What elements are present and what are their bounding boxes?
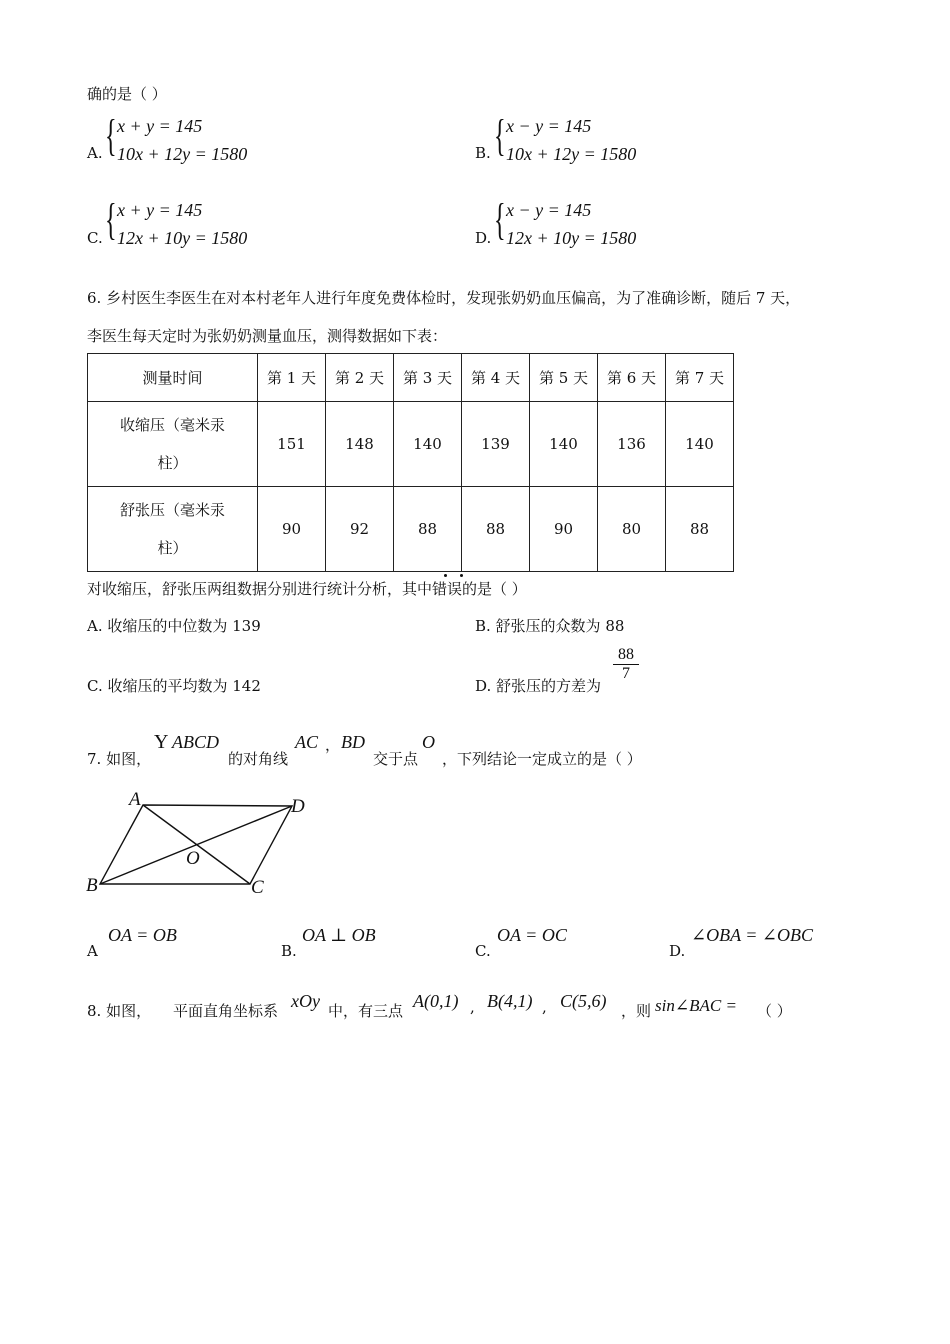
q6-option-a: A. 收缩压的中位数为 139: [87, 617, 261, 635]
q8-expr: sin∠BAC =: [655, 996, 737, 1015]
parallelogram-symbol: Y: [154, 731, 169, 753]
table-cell: 88: [666, 487, 734, 572]
q5-a-eq2: 10x + 12y = 1580: [117, 144, 248, 164]
q7-option-d-expr: ∠OBA = ∠OBC: [691, 925, 813, 945]
q8-comma: ,: [470, 998, 475, 1016]
q7-option-a-expr: OA = OB: [108, 925, 177, 945]
q5-option-d-label: D.: [475, 229, 492, 247]
q6-option-b: B. 舒张压的众数为 88: [475, 617, 625, 635]
row-label-systolic: [88, 402, 258, 487]
q6-line2: 李医生每天定时为张奶奶测量血压，测得数据如下表：: [87, 327, 448, 345]
q7-option-d-label: D.: [669, 942, 686, 960]
table-cell: 88: [462, 487, 530, 572]
q5-c-eq2: 12x + 10y = 1580: [117, 228, 248, 248]
q5-d-eq1: x − y = 145: [506, 200, 592, 220]
fraction-denominator: 7: [622, 665, 630, 682]
vertex-label-c: C: [251, 877, 264, 898]
q8-point-c: C(5,6): [560, 991, 607, 1011]
header-cell: 第 6 天: [598, 354, 666, 402]
table-cell: 136: [598, 402, 666, 487]
q5-d-eq2: 12x + 10y = 1580: [506, 228, 637, 248]
fraction-numerator: 88: [613, 646, 639, 665]
table-cell: 151: [258, 402, 326, 487]
q7-diag2: BD: [341, 732, 365, 752]
center-label-o: O: [186, 848, 200, 869]
header-cell: 第 1 天: [258, 354, 326, 402]
q8-comma: ,: [542, 998, 547, 1016]
vertex-label-b: B: [86, 875, 98, 896]
q8-text2: 中，有三点: [328, 1002, 404, 1020]
q8-point-b: B(4,1): [487, 991, 533, 1011]
table-cell: 90: [530, 487, 598, 572]
emphasis-dot: [444, 574, 447, 577]
q6-d-fraction: [613, 646, 639, 683]
q5-option-a-label: A.: [87, 144, 103, 162]
q7-point: O: [422, 732, 435, 752]
q8-tail: （ ）: [757, 1002, 792, 1020]
table-cell: 140: [666, 402, 734, 487]
q7-mid1: 的对角线: [228, 750, 289, 768]
q5-option-c-label: C.: [87, 229, 103, 247]
vertex-label-d: D: [291, 796, 305, 817]
q8-prefix: 8. 如图，: [87, 1002, 152, 1020]
vertex-label-a: A: [129, 789, 141, 810]
q7-figure-name: ABCD: [172, 732, 219, 752]
table-cell: 90: [258, 487, 326, 572]
q6-option-d: D. 舒张压的方差为: [475, 677, 602, 695]
table-header-row: [88, 354, 734, 402]
q5-option-b-label: B.: [475, 144, 491, 162]
q8-point-a: A(0,1): [413, 991, 459, 1011]
q8-system: xOy: [291, 991, 320, 1011]
header-cell: 第 7 天: [666, 354, 734, 402]
header-cell: 第 4 天: [462, 354, 530, 402]
diagonal-bd: [100, 806, 292, 884]
q7-option-b-label: B.: [281, 942, 297, 960]
table-row: [88, 487, 734, 572]
row-label-line2: 柱）: [157, 454, 188, 472]
q7-diag1: AC: [295, 732, 319, 752]
header-cell: 测量时间: [88, 354, 258, 402]
table-cell: 140: [394, 402, 462, 487]
q7-mid2: 交于点: [373, 750, 419, 768]
header-cell: 第 3 天: [394, 354, 462, 402]
emphasis-dot: [460, 574, 463, 577]
table-cell: 140: [530, 402, 598, 487]
q8-text1: 平面直角坐标系: [173, 1002, 279, 1020]
q5-c-eq1: x + y = 145: [117, 200, 203, 220]
table-cell: 80: [598, 487, 666, 572]
q7-suffix: ，下列结论一定成立的是（ ）: [442, 750, 642, 768]
blood-pressure-table: [87, 353, 734, 572]
table-cell: 88: [394, 487, 462, 572]
row-label-line1: 舒张压（毫米汞: [119, 501, 225, 519]
table-row: [88, 402, 734, 487]
q5-b-eq1: x − y = 145: [506, 116, 592, 136]
q5-stem-tail: 确的是（ ）: [87, 85, 167, 103]
q7-option-a-label: A: [87, 942, 98, 960]
table-cell: 148: [326, 402, 394, 487]
q6-prompt: 对收缩压，舒张压两组数据分别进行统计分析，其中错误的是（ ）: [87, 580, 527, 598]
q5-a-eq1: x + y = 145: [117, 116, 203, 136]
q5-b-eq2: 10x + 12y = 1580: [506, 144, 637, 164]
q6-option-c: C. 收缩压的平均数为 142: [87, 677, 261, 695]
table-cell: 139: [462, 402, 530, 487]
table-cell: 92: [326, 487, 394, 572]
header-cell: 第 5 天: [530, 354, 598, 402]
parallelogram-figure: [80, 785, 320, 900]
header-cell: 第 2 天: [326, 354, 394, 402]
row-label-line2: 柱）: [157, 539, 188, 557]
q8-text3: ，则: [621, 1002, 652, 1020]
q7-option-b-expr: OA ⊥ OB: [302, 925, 376, 945]
q6-line1: 6. 乡村医生李医生在对本村老年人进行年度免费体检时，发现张奶奶血压偏高，为了准确诊断，随后 7 天，: [87, 289, 801, 307]
q7-prefix: 7. 如图，: [87, 750, 152, 768]
row-label-line1: 收缩压（毫米汞: [119, 416, 225, 434]
q7-sep: ，: [325, 736, 341, 754]
row-label-diastolic: [88, 487, 258, 572]
q7-option-c-expr: OA = OC: [497, 925, 567, 945]
q7-option-c-label: C.: [475, 942, 491, 960]
